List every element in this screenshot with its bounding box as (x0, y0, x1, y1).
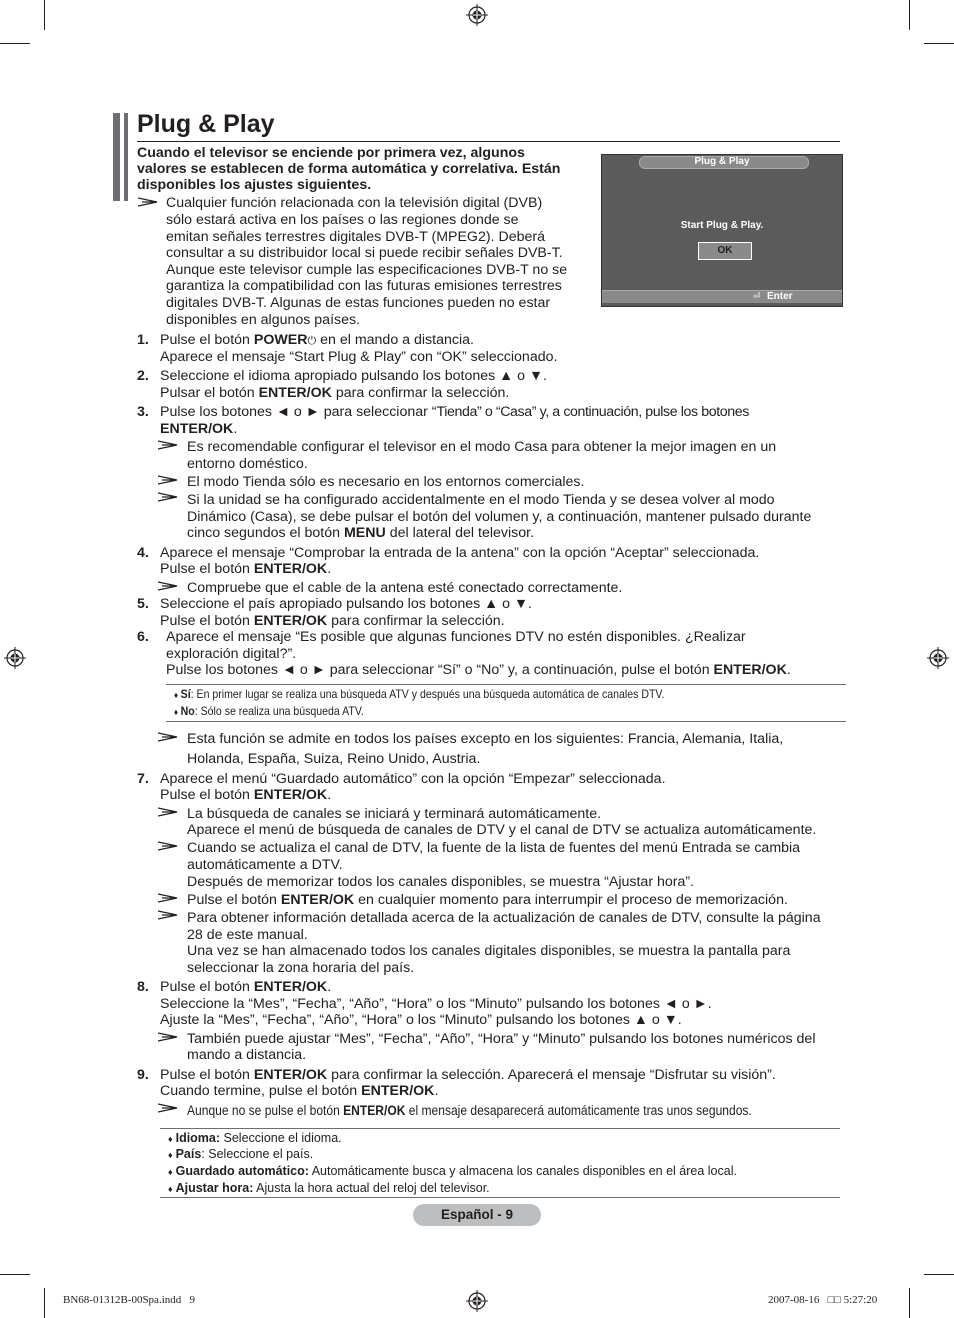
enter-icon: ⏎ (753, 291, 761, 301)
note-text: Después de memorizar todos los canales disponibles, se muestra “Ajustar hora”. (187, 874, 695, 890)
note-text: Compruebe que el cable de la antena esté conectado correctamente. (187, 580, 623, 596)
note-arrow-icon (158, 492, 178, 502)
note-text: Aunque no se pulse el botón ENTER/OK el mensaje desaparecerá automáticamente tras unos segundos. (187, 1103, 752, 1118)
step-text: Aparece el menú “Guardado automático” con la opción “Empezar” seleccionada. (160, 771, 666, 787)
crop-mark (924, 1274, 954, 1275)
diamond-bullet-icon: ♦ (174, 707, 179, 717)
summary-item: ♦ Ajustar hora: Ajusta la hora actual del reloj del televisor. (168, 1181, 490, 1195)
scan-option: ♦ Sí: En primer lugar se realiza una búsqueda ATV y después una búsqueda automática de canales DTV. (174, 687, 665, 701)
note-text: También puede ajustar “Mes”, “Fecha”, “Año”, “Hora” y “Minuto” pulsando los botones numéricos del (187, 1031, 816, 1047)
note-text: Dinámico (Casa), se debe pulsar el botón del volumen y, a continuación, mantener pulsado durante (187, 509, 812, 525)
step-text: Pulse el botón ENTER/OK. (160, 787, 332, 803)
registration-mark-icon (927, 647, 949, 669)
step-text: Cuando termine, pulse el botón ENTER/OK. (160, 1083, 439, 1099)
note-arrow-icon (158, 475, 178, 485)
intro-text: valores se establecen de forma automática y correlativa. Están (137, 161, 561, 177)
dvb-note: Cualquier función relacionada con la televisión digital (DVB) (166, 195, 543, 211)
note-arrow-icon (158, 732, 178, 742)
dvb-note: digitales DVB-T. Algunas de estas funciones pueden no estar (166, 295, 551, 311)
note-arrow-icon (158, 841, 178, 851)
step-number: 4. (137, 545, 149, 561)
step-text: Pulse los botones ◄ o ► para seleccionar “Tienda” o “Casa” y, a continuación, pulse los botones (160, 404, 749, 420)
step-text: exploración digital?”. (166, 646, 297, 662)
summary-box (160, 1128, 840, 1198)
note-text: Aparece el menú de búsqueda de canales de DTV y el canal de DTV se actualiza automáticamente. (187, 822, 817, 838)
step-text: Aparece el mensaje “Start Plug & Play” con “OK” seleccionado. (160, 349, 558, 365)
dvb-note: garantiza la compatibilidad con las futuras emisiones terrestres (166, 278, 562, 294)
note-arrow-icon (158, 1032, 178, 1042)
note-text: Cuando se actualiza el canal de DTV, la fuente de la lista de fuentes del menú Entrada se cambia (187, 840, 801, 856)
note-text: 28 de este manual. (187, 927, 308, 943)
intro-text: disponibles los ajustes siguientes. (137, 177, 372, 193)
footer-date: 2007-08-16 □□ 5:27:20 (768, 1294, 878, 1306)
note-text: La búsqueda de canales se iniciará y terminará automáticamente. (187, 806, 602, 822)
step-text: ENTER/OK. (160, 421, 238, 437)
power-icon: ⏻ (307, 335, 317, 347)
step-number: 3. (137, 404, 149, 420)
scan-options-box (166, 684, 846, 722)
dvb-note: sólo estará activa en los países o las regiones donde se (166, 212, 519, 228)
diamond-bullet-icon: ♦ (174, 690, 179, 700)
note-text: Pulse el botón ENTER/OK en cualquier momento para interrumpir el proceso de memorización. (187, 892, 788, 908)
note-text: Es recomendable configurar el televisor en el modo Casa para obtener la mejor imagen en un (187, 439, 777, 455)
page-title: Plug & Play (137, 110, 275, 138)
tv-screen-message: Start Plug & Play. (680, 220, 764, 231)
crop-mark (924, 43, 954, 44)
summary-item: ♦ Guardado automático: Automáticamente busca y almacena los canales disponibles en el área local. (168, 1164, 737, 1178)
registration-mark-icon (466, 1290, 488, 1312)
step-number: 7. (137, 771, 149, 787)
note-text: entorno doméstico. (187, 456, 308, 472)
diamond-bullet-icon: ♦ (168, 1167, 173, 1177)
note-text: Una vez se han almacenado todos los canales digitales disponibles, se muestra la pantalla para (187, 943, 791, 959)
tv-screen-header-label: Plug & Play (694, 156, 750, 167)
intro-text: Cuando el televisor se enciende por primera vez, algunos (137, 145, 525, 161)
note-arrow-icon (158, 1103, 178, 1113)
crop-mark (909, 0, 910, 30)
step-number: 9. (137, 1067, 149, 1083)
footer-file: BN68-01312B-00Spa.indd 9 (63, 1294, 195, 1306)
step-text: Pulse los botones ◄ o ► para seleccionar “Sí” o “No” y, a continuación, pulse el botón ENTER/OK. (166, 662, 791, 678)
note-text: seleccionar la zona horaria del país. (187, 960, 415, 976)
step-number: 8. (137, 979, 149, 995)
note-arrow-icon (158, 440, 178, 450)
step-text: Seleccione el país apropiado pulsando los botones ▲ o ▼. (160, 596, 532, 612)
step-text: Pulsar el botón ENTER/OK para confirmar la selección. (160, 385, 510, 401)
tv-screen-footer (602, 290, 842, 303)
step-number: 2. (137, 368, 149, 384)
step-text: Pulse el botón ENTER/OK. (160, 561, 332, 577)
summary-item: ♦ País: Seleccione el país. (168, 1147, 314, 1161)
crop-mark (44, 1288, 45, 1318)
step-text: Pulse el botón ENTER/OK para confirmar la selección. (160, 613, 505, 629)
diamond-bullet-icon: ♦ (168, 1184, 173, 1194)
step-text: Pulse el botón ENTER/OK. (160, 979, 332, 995)
note-text: automáticamente a DTV. (187, 857, 343, 873)
note-arrow-icon (158, 910, 178, 920)
step-text: Seleccione la “Mes”, “Fecha”, “Año”, “Hora” o los “Minuto” pulsando los botones ◄ o ►. (160, 996, 712, 1012)
crop-mark (44, 0, 45, 30)
note-arrow-icon (158, 893, 178, 903)
note-arrow-icon (138, 197, 158, 207)
step-number: 5. (137, 596, 149, 612)
step-text: Ajuste la “Mes”, “Fecha”, “Año”, “Hora” o los “Minuto” pulsando los botones ▲ o ▼. (160, 1012, 682, 1028)
dvb-note: consultar a su distribuidor local si puede recibir señales DVB-T. (166, 245, 563, 261)
crop-mark (0, 1274, 30, 1275)
dvb-note: emitan señales terrestres digitales DVB-T (MPEG2). Deberá (166, 229, 546, 245)
note-text: Holanda, España, Suiza, Reino Unido, Austria. (187, 751, 481, 767)
crop-mark (909, 1288, 910, 1318)
note-text: Si la unidad se ha configurado accidentalmente en el modo Tienda y se desea volver al modo (187, 492, 775, 508)
diamond-bullet-icon: ♦ (168, 1134, 173, 1144)
step-number: 6. (137, 629, 149, 645)
scan-option: ♦ No: Sólo se realiza una búsqueda ATV. (174, 704, 364, 718)
title-rule (137, 141, 840, 142)
note-arrow-icon (158, 581, 178, 591)
registration-mark-icon (466, 4, 488, 26)
step-text: Pulse el botón POWER⏻ en el mando a distancia. (160, 332, 474, 348)
section-bar (124, 113, 128, 201)
tv-ok-button: OK (698, 242, 752, 260)
tv-screen-illustration (601, 154, 843, 307)
note-text: Para obtener información detallada acerca de la actualización de canales de DTV, consulte la página (187, 910, 821, 926)
note-text: Esta función se admite en todos los países excepto en los siguientes: Francia, Alemania, Italia, (187, 731, 784, 747)
note-text: El modo Tienda sólo es necesario en los entornos comerciales. (187, 474, 585, 490)
step-text: Pulse el botón ENTER/OK para confirmar la selección. Aparecerá el mensaje “Disfrutar su visión”. (160, 1067, 776, 1083)
step-text: Aparece el mensaje “Es posible que algunas funciones DTV no estén disponibles. ¿Realizar (166, 629, 746, 645)
step-number: 1. (137, 332, 149, 348)
note-text: cinco segundos el botón MENU del lateral del televisor. (187, 525, 535, 541)
page-number: Español - 9 (413, 1204, 541, 1226)
summary-item: ♦ Idioma: Seleccione el idioma. (168, 1131, 342, 1145)
step-text: Aparece el mensaje “Comprobar la entrada de la antena” con la opción “Aceptar” seleccionada. (160, 545, 760, 561)
note-text: mando a distancia. (187, 1047, 307, 1063)
section-bar (113, 113, 120, 201)
dvb-note: disponibles en algunos países. (166, 312, 361, 328)
dvb-note: Aunque este televisor cumple las especificaciones DVB-T no se (166, 262, 568, 278)
note-arrow-icon (158, 807, 178, 817)
tv-screen-footer-label: Enter (767, 291, 793, 302)
registration-mark-icon (4, 647, 26, 669)
diamond-bullet-icon: ♦ (168, 1150, 173, 1160)
crop-mark (0, 43, 30, 44)
step-text: Seleccione el idioma apropiado pulsando los botones ▲ o ▼. (160, 368, 547, 384)
